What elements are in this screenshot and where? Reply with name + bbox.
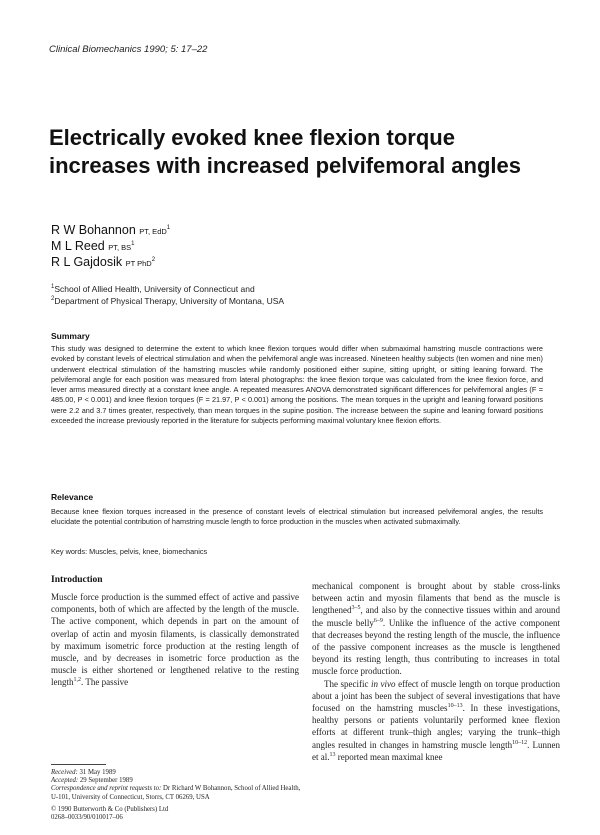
paragraph-text: effect of muscle length on torque production about a joint has been the subject of several investigations that have focused on the hamstring muscles [312,678,560,714]
affiliation-text: Department of Physical Therapy, University of Montana, USA [54,296,285,306]
author-name: R W Bohannon [51,223,136,237]
paragraph-text: . Lunnen et al. [312,739,560,762]
paragraph-text: , and also by the connective tissues within and around the muscle belly [312,605,560,628]
author-3 [51,255,170,271]
footnote-divider [51,764,106,765]
author-affiliation-mark: 1 [166,224,171,231]
author-affiliation-mark: 1 [131,240,135,247]
author-name: M L Reed [51,239,105,253]
author-affiliation-mark: 2 [151,256,156,263]
author-degree: PT, BS [108,243,132,252]
received-date: Received: 31 May 1989 [51,769,116,776]
article-title: Electrically evoked knee flexion torque increases with increased pelvifemoral angles [49,125,521,178]
article-footnote [51,769,301,802]
copyright-line: © 1990 Butterworth & Co (Publishers) Ltd [51,806,169,813]
relevance-heading: Relevance [51,492,94,502]
citation-ref: 6–9 [373,617,383,624]
introduction-paragraph [51,591,299,689]
citation-ref: 3–5 [351,605,361,612]
keywords-line: Key words: Muscles, pelvis, knee, biomechanics [51,547,208,556]
affiliation-text: School of Allied Health, University of Connecticut and [54,284,255,294]
paragraph-text: Muscle force production is the summed effect of active and passive components, both of which are affected by the length of the muscle. The active component, which depends in part on the amount of overlap of actin and myosin filaments, is classically demonstrated by maximum isometric force production at the resting length of muscle, and by decreases in isometric force production as the muscle is either shortened or lengthened relative to the resting length [51,592,299,688]
paragraph-text: reported mean maximal knee [335,751,443,762]
affiliation-mark: 2 [51,296,55,303]
citation-ref: 10–13 [447,703,463,710]
author-name: R L Gajdosik [51,255,123,269]
italic-term: in vivo [371,678,396,689]
affiliation-list [51,283,284,307]
body-column-right [312,580,560,763]
citation-ref: 1,2 [73,677,81,684]
author-1 [51,223,170,239]
paragraph-text: The specific [324,678,372,689]
summary-text: This study was designed to determine the extent to which knee flexion torques would differ when submaximal hamstring muscle contractions were evoked by constant levels of electrical stimulation and when the pelvifemoral angle was increased. Nineteen healthy subjects (ten women and nine men) underwent electrical stimulation of the hamstring muscles while randomly positioned either supine, sitting upright, or sitting leaning forward. The pelvifemoral angle for each position was measured from lateral photographs: the knee flexion torque was calculated from the knee flexion force, and lever arms measured directly at a constant knee angle. A repeated measures ANOVA demonstrated significant differences for pelvifemoral angles (F = 485.00, P < 0.001) and knee flexion torques (F = 21.97, P < 0.001) among the positions. The mean torques in the upright and leaning forward positions were 2.2 and 3.7 times greater, respectively, than mean torques in the supine position. The increase between the supine and leaning forward positions exceeded the increase previously reported in the literature for subjects performing maximal voluntary knee flexion efforts. [51,344,543,426]
copyright-block [51,806,168,823]
paragraph-text: mechanical component is brought about by stable cross-links between actin and myosin filaments that bend as the muscle is lengthened [312,581,560,616]
summary-heading: Summary [51,331,90,341]
citation-ref: 13 [329,751,336,758]
affiliation-1 [51,283,284,295]
author-degree: PT PhD [125,259,152,268]
introduction-heading: Introduction [51,575,103,585]
body-column-left [51,591,299,689]
author-2 [51,239,170,255]
paragraph-text: . The passive [81,677,129,688]
relevance-text: Because knee flexion torques increased in the presence of constant levels of electrical stimulation but increased pelvifemoral angles, the results elucidate the potential contribution of hamstring muscle length to force production in the muscles when activated submaximally. [51,507,543,527]
citation-ref: 10–12 [512,739,528,746]
accepted-date: Accepted: 29 September 1989 [51,777,133,785]
introduction-paragraph [312,580,560,678]
issn-line: 0268–0033/90/010017–06 [51,814,123,822]
introduction-paragraph [312,678,560,763]
author-degree: PT, EdD [139,227,167,236]
correspondence: Correspondence and reprint requests to: Dr Richard W Bohannon, School of Allied Health, U-101, University of Connecticut, Storrs, CT 06269, USA [51,785,301,801]
affiliation-2 [51,295,284,307]
paragraph-text: . Unlike the influence of the active component that decreases beyond the resting length of the muscle, the influence of the passive component increases as the muscle is lengthened beyond its resting length, thus contributing to increases in total muscle force production. [312,617,560,677]
author-list [51,223,170,271]
paragraph-text: . In these investigations, healthy persons or patients voluntarily performed knee flexion efforts at different trunk–thigh angles; varying the trunk–thigh angles resulted in changes in hamstring muscle length [312,703,560,750]
affiliation-mark: 1 [51,284,55,291]
journal-citation: Clinical Biomechanics 1990; 5: 17–22 [49,44,208,55]
